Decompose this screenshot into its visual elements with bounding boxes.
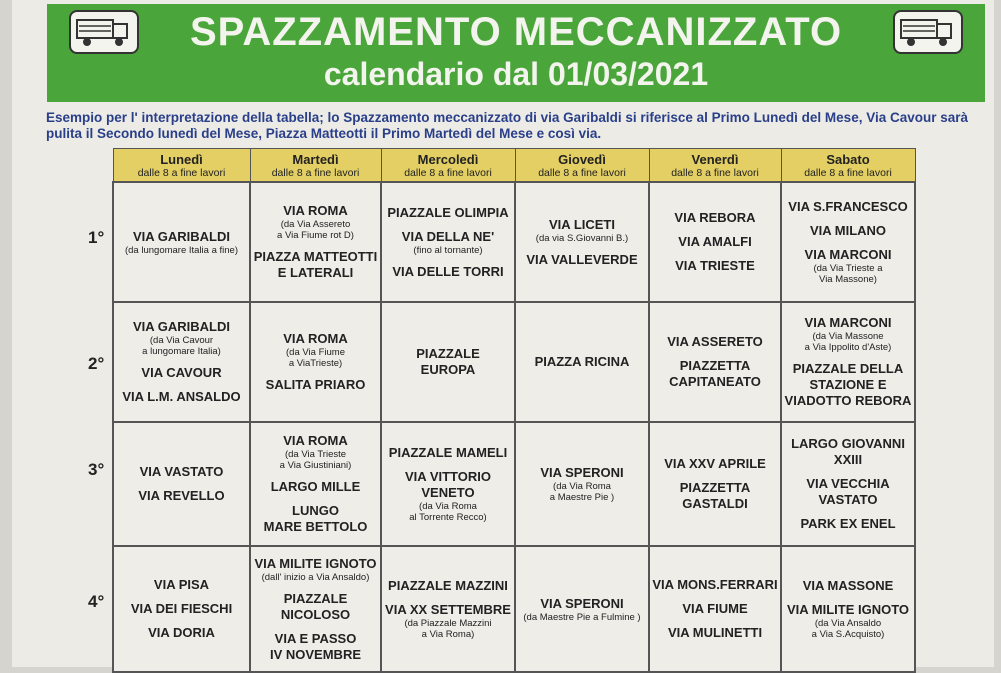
- street-name: LARGO GIOVANNI XXIII: [791, 436, 905, 467]
- street-name: SALITA PRIARO: [265, 377, 366, 392]
- street-name: VIA DORIA: [148, 625, 215, 640]
- schedule-cell: [113, 422, 250, 546]
- street-name: E LATERALI: [277, 265, 354, 280]
- street-range-note: (da lungomare Italia a fine): [124, 244, 238, 256]
- schedule-cell: [250, 422, 381, 546]
- street-range-note: (da Via Assereto: [280, 219, 351, 230]
- street-name: VIA E PASSO: [274, 630, 357, 646]
- street-name: VIA CAVOUR: [141, 365, 222, 380]
- schedule-cell: [381, 422, 515, 546]
- street-name: VIA REBORA: [674, 210, 756, 225]
- street-name: VIA XXV APRILE: [664, 456, 766, 471]
- day-name: Venerdì: [691, 151, 739, 167]
- day-header: [649, 149, 781, 183]
- street-range-note: a Via Fiume rot D): [277, 230, 354, 241]
- street-name: STAZIONE E: [809, 377, 887, 392]
- day-hours: dalle 8 a fine lavori: [271, 166, 360, 179]
- day-name: Sabato: [826, 151, 870, 167]
- schedule-cell: [781, 546, 915, 672]
- street-range-note: a Maestre Pie ): [549, 492, 615, 503]
- street-name: PIAZZA RICINA: [534, 354, 630, 369]
- schedule-cell: [250, 302, 381, 422]
- day-hours: dalle 8 a fine lavori: [137, 166, 226, 179]
- street-name: VIA VALLEVERDE: [526, 251, 638, 267]
- street-name: VIA DELLA NE': [401, 228, 495, 244]
- street-name: VIA ROMA: [283, 203, 348, 218]
- calendar-sheet: [12, 0, 994, 667]
- street-name: PIAZZALE: [416, 346, 480, 361]
- day-header: [113, 149, 250, 183]
- day-header-row: [113, 149, 915, 183]
- day-header: [250, 149, 381, 183]
- day-hours: dalle 8 a fine lavori: [804, 166, 892, 179]
- street-name: EUROPA: [420, 362, 476, 377]
- schedule-cell: [250, 546, 381, 672]
- schedule-cell: [381, 302, 515, 422]
- schedule-cell: [113, 302, 250, 422]
- schedule-cell: [515, 422, 649, 546]
- street-name: VIA VECCHIA VASTATO: [806, 476, 890, 507]
- street-name: VIA MILANO: [809, 223, 887, 238]
- street-range-note: (da Via Trieste a: [813, 263, 883, 274]
- day-name: Martedì: [292, 151, 339, 167]
- street-name: VIA GARIBALDI: [132, 228, 231, 244]
- street-name: VIA L.M. ANSALDO: [122, 389, 241, 404]
- street-range-note: Via Massone): [819, 274, 877, 285]
- schedule-cell: [113, 182, 250, 302]
- street-name: VIA SPERONI: [540, 465, 624, 480]
- street-range-note: (da Via Massone: [812, 331, 884, 342]
- street-range-note: a Via S.Acquisto): [811, 629, 885, 640]
- page-subtitle: calendario dal 01/03/2021: [323, 56, 709, 92]
- street-name: PIAZZALE MAZZINI: [388, 578, 508, 593]
- street-name: VIA VITTORIO: [405, 469, 491, 484]
- street-name: LUNGO: [292, 503, 339, 518]
- schedule-cell: [649, 422, 781, 546]
- day-name: Lunedì: [160, 151, 203, 167]
- schedule-cell: [649, 182, 781, 302]
- day-name: Giovedì: [558, 151, 606, 167]
- instructions-note: Esempio per l' interpretazione della tabella; lo Spazzamento meccanizzato di via Garibaldi si riferisce al Primo Lunedì del Mese, Via Cavour sarà pulita il Secondo lunedì del Mese, Piazza Matteotti il Primo Martedì del Mese e così via.: [46, 110, 969, 141]
- street-name: VIA GARIBALDI: [132, 319, 231, 334]
- schedule-cell: [381, 182, 515, 302]
- day-header: [515, 149, 649, 183]
- schedule-cell: [649, 302, 781, 422]
- street-name: VIA MULINETTI: [667, 625, 763, 640]
- street-name: VIA MONS.FERRARI: [652, 577, 778, 592]
- street-name: VIA LICETI: [549, 216, 615, 232]
- day-hours: dalle 8 a fine lavori: [404, 166, 492, 179]
- street-range-note: (da Via Ansaldo: [814, 618, 882, 629]
- street-range-note: (da Piazzale Mazzini: [404, 618, 492, 629]
- street-name: PARK EX ENEL: [800, 516, 896, 531]
- street-name: PIAZZALE: [283, 590, 348, 606]
- schedule-cell: [515, 546, 649, 672]
- street-name: MARE BETTOLO: [263, 519, 368, 534]
- day-header: [781, 149, 915, 183]
- schedule-cell: [515, 182, 649, 302]
- schedule-cell: [515, 302, 649, 422]
- schedule-cell: [781, 422, 915, 546]
- street-name: PIAZZALE MAMELI: [388, 445, 508, 460]
- street-range-note: (da Via Fiume: [286, 347, 345, 358]
- street-name: PIAZZALE DELLA: [792, 361, 904, 376]
- street-name: LARGO MILLE: [270, 479, 361, 494]
- street-name: VIA DEI FIESCHI: [130, 601, 233, 616]
- street-range-note: a Via Ippolito d'Aste): [804, 342, 892, 353]
- street-name: PIAZZETTA: [679, 358, 751, 373]
- street-name: VIA TRIESTE: [675, 258, 755, 273]
- street-name: VIA ROMA: [283, 331, 348, 346]
- street-range-note: (da Via Cavour: [149, 335, 214, 346]
- week-label: 4°: [88, 592, 105, 611]
- street-name: VIA ASSERETO: [667, 334, 763, 349]
- street-name: VIA PISA: [153, 577, 210, 592]
- street-name: VIA MASSONE: [802, 578, 894, 593]
- week-row: [113, 302, 915, 422]
- street-range-note: (da Via Trieste: [284, 449, 347, 460]
- street-range-note: al Torrente Recco): [409, 512, 487, 523]
- header-banner: [47, 4, 985, 102]
- schedule-cell: [781, 302, 915, 422]
- week-label: 2°: [88, 354, 105, 373]
- week-row: [113, 422, 915, 546]
- street-name: VIA AMALFI: [678, 234, 752, 249]
- day-hours: dalle 8 a fine lavori: [538, 166, 626, 179]
- page-title: SPAZZAMENTO MECCANIZZATO: [189, 10, 843, 54]
- schedule-cell: [113, 546, 250, 672]
- street-name: VIA ROMA: [283, 433, 348, 448]
- street-range-note: (da Via Roma: [553, 481, 611, 492]
- schedule-cell: [649, 546, 781, 672]
- street-name: VIA XX SETTEMBRE: [385, 602, 511, 617]
- street-name: PIAZZALE OLIMPIA: [387, 204, 509, 220]
- street-name: GASTALDI: [682, 496, 748, 511]
- street-name: VIADOTTO REBORA: [784, 393, 912, 408]
- street-name: VIA FIUME: [682, 601, 748, 616]
- day-header: [381, 149, 515, 183]
- street-range-note: (da Maestre Pie a Fulmine ): [523, 611, 641, 623]
- day-hours: dalle 8 a fine lavori: [671, 166, 759, 179]
- street-name: PIAZZETTA: [679, 480, 751, 495]
- street-range-note: a Via Roma): [421, 629, 475, 640]
- schedule-table: [112, 148, 916, 673]
- street-name: NICOLOSO: [280, 606, 351, 622]
- street-name: VIA DELLE TORRI: [392, 263, 504, 279]
- day-name: Mercoledì: [417, 151, 479, 167]
- street-range-note: (da via S.Giovanni B.): [535, 232, 629, 244]
- street-name: VIA MILITE IGNOTO: [254, 555, 377, 571]
- street-range-note: (da Via Roma: [419, 501, 477, 512]
- street-name: VIA MILITE IGNOTO: [786, 602, 910, 617]
- street-name: VIA MARCONI: [804, 315, 892, 330]
- street-range-note: a lungomare Italia): [142, 346, 221, 357]
- schedule-cell: [381, 546, 515, 672]
- schedule-cell: [781, 182, 915, 302]
- street-name: CAPITANEATO: [669, 374, 761, 389]
- week-label: 1°: [88, 228, 105, 247]
- street-range-note: a Via Giustiniani): [279, 460, 352, 471]
- street-name: PIAZZA MATTEOTTI: [253, 249, 378, 264]
- street-range-note: (fino al tornante): [413, 244, 483, 256]
- street-range-note: a ViaTrieste): [288, 358, 343, 369]
- street-name: VIA SPERONI: [540, 595, 624, 611]
- street-range-note: (dall' inizio a Via Ansaldo): [261, 571, 370, 583]
- street-name: IV NOVEMBRE: [269, 646, 361, 662]
- schedule-cell: [250, 182, 381, 302]
- week-label: 3°: [88, 460, 105, 479]
- street-name: VIA REVELLO: [138, 488, 225, 503]
- week-row: [113, 546, 915, 672]
- street-name: VIA S.FRANCESCO: [788, 199, 908, 214]
- street-name: VIA MARCONI: [804, 247, 892, 262]
- street-name: VENETO: [421, 485, 475, 500]
- week-row: [113, 182, 915, 302]
- street-name: VIA VASTATO: [139, 464, 224, 479]
- street-sweeper-truck-icon: [893, 10, 963, 54]
